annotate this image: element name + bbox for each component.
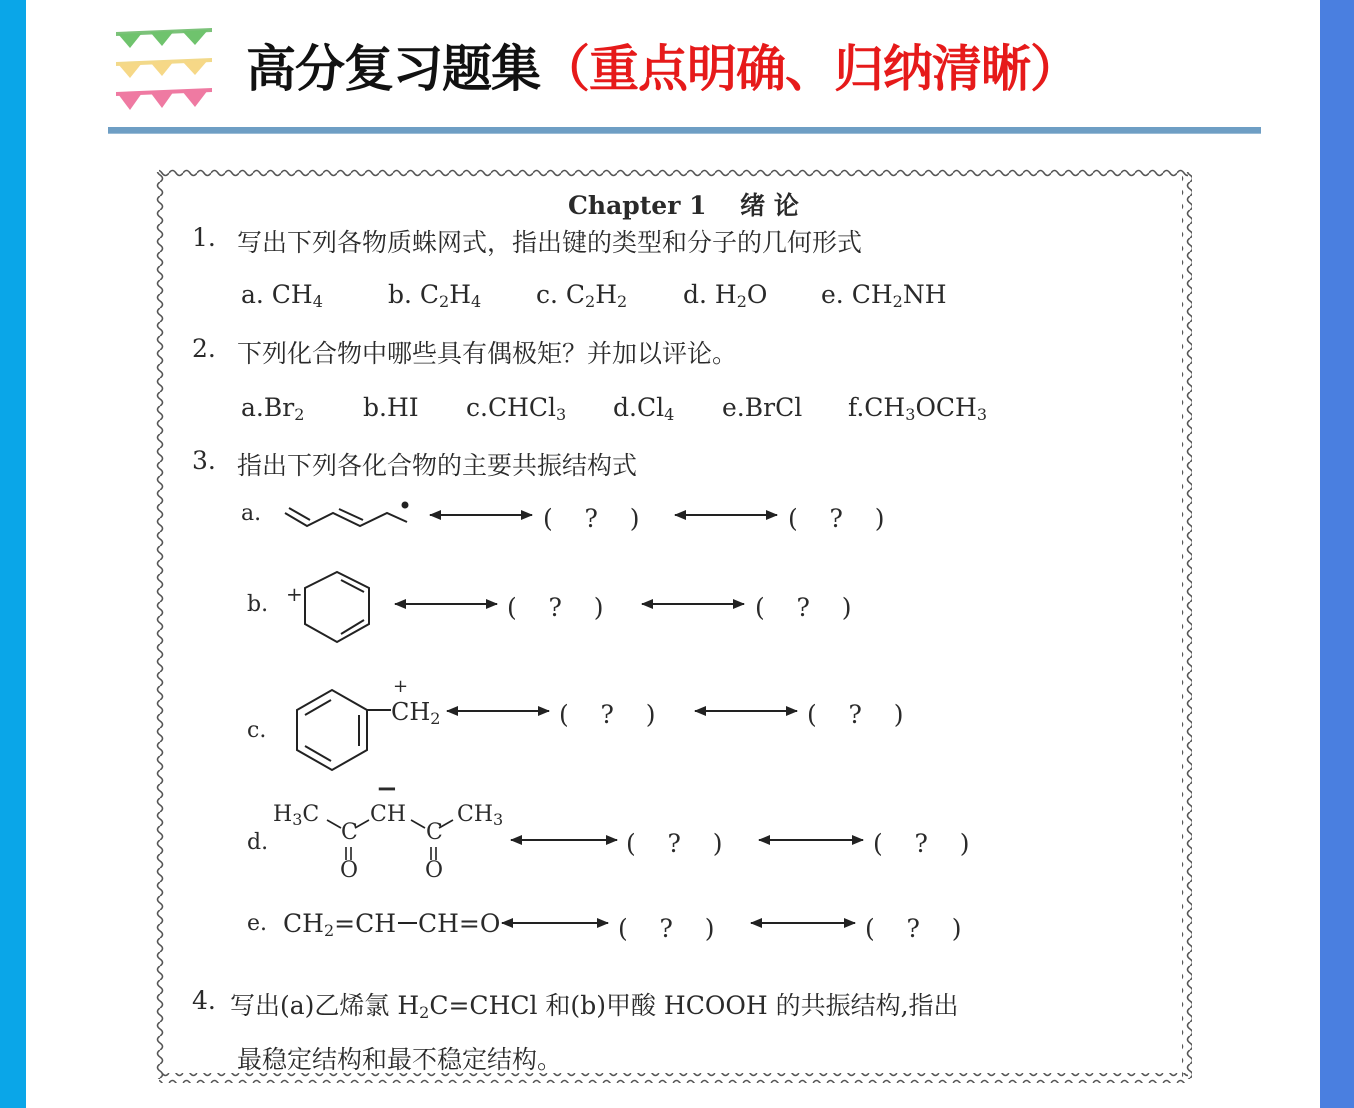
q3d-carbonyl-c-1: C [341, 820, 358, 845]
q2-option-f: $f.CH_3OCH_3$ [848, 393, 988, 424]
left-accent-bar [0, 0, 26, 1108]
q3d-oxygen-2: O [425, 858, 444, 883]
page-title [246, 34, 1079, 104]
question-2-number: 2. [192, 334, 216, 363]
q2-option-c: c.CHCl$_3$ [466, 393, 567, 424]
q3e-blank-1: ( ? ) [618, 914, 715, 943]
resonance-structures-drawing [155, 168, 1192, 1083]
q3b-positive-charge: + [286, 582, 303, 606]
q3c-ch2-group: $CH_2$ [391, 698, 441, 728]
q1-option-d: d. $H_2O$ [683, 280, 768, 311]
q3-item-a-label: a. [241, 501, 262, 526]
q2-option-b: b.HI [363, 393, 419, 422]
question-4-line-1: 写出(a)乙烯氯 $H_2C=CHCl$ 和(b)甲酸 HCOOH 的共振结构,指出 [230, 991, 959, 1022]
question-2-text: 下列化合物中哪些具有偶极矩？并加以评论。 [237, 339, 738, 368]
q3b-blank-1: ( ? ) [507, 593, 604, 622]
q3d-oxygen-1: O [340, 858, 359, 883]
q3d-ch: CH [370, 802, 407, 827]
q3d-carbonyl-c-2: C [426, 820, 443, 845]
q3d-blank-2: ( ? ) [873, 829, 970, 858]
q2-option-e: e.BrCl [722, 393, 803, 422]
q3c-blank-2: ( ? ) [807, 700, 904, 729]
q1-option-c: c. $C_2H_2$ [536, 280, 628, 311]
bunting-flags-icon [114, 26, 214, 118]
title-subtitle: （重点明确、归纳清晰） [540, 40, 1079, 98]
right-accent-bar [1320, 0, 1354, 1108]
chapter-heading: Chapter 1 绪 论 [568, 191, 799, 220]
q2-option-a: $a.Br_2$ [241, 393, 305, 424]
worksheet-card [155, 168, 1192, 1083]
question-4-number: 4. [192, 986, 216, 1015]
q3c-positive-charge: + [393, 676, 409, 697]
q3-item-e-label: e. [247, 911, 268, 936]
q3b-ring [305, 572, 369, 642]
q3a-blank-2: ( ? ) [788, 504, 885, 533]
question-4-line-2: 最稳定结构和最不稳定结构。 [237, 1045, 563, 1074]
q3a-blank-1: ( ? ) [543, 504, 640, 533]
q1-option-a: a. $CH_4$ [241, 280, 323, 311]
question-1-number: 1. [192, 223, 216, 252]
q3c-blank-1: ( ? ) [559, 700, 656, 729]
q3-item-c-label: c. [247, 718, 267, 743]
q3e-formula-part-1: $CH_2=CH$ [283, 909, 397, 940]
q3-item-b-label: b. [247, 592, 269, 617]
q1-option-b: b. $C_2H_4$ [388, 280, 482, 311]
q3e-blank-2: ( ? ) [865, 914, 962, 943]
q2-option-d: $d.Cl_4$ [613, 393, 675, 424]
q3d-negative-charge: − [376, 774, 398, 804]
title-main: 高分复习题集 [246, 40, 540, 98]
question-3-text: 指出下列各化合物的主要共振结构式 [237, 451, 638, 480]
q3c-benzene-ring [297, 690, 391, 770]
q3e-formula-part-2: CH=O [418, 909, 501, 938]
question-1-text: 写出下列各物质蛛网式，指出键的类型和分子的几何形式 [237, 228, 863, 257]
q3d-blank-1: ( ? ) [626, 829, 723, 858]
q3d-h3c: $H_3C$ [273, 802, 320, 829]
question-3-number: 3. [192, 446, 216, 475]
header-divider [108, 127, 1261, 134]
q3b-blank-2: ( ? ) [755, 593, 852, 622]
q3-item-d-label: d. [247, 830, 269, 855]
q1-option-e: e. $CH_2NH$ [821, 280, 947, 311]
q3a-chain [285, 503, 408, 527]
q3d-ch3: $CH_3$ [457, 802, 504, 829]
